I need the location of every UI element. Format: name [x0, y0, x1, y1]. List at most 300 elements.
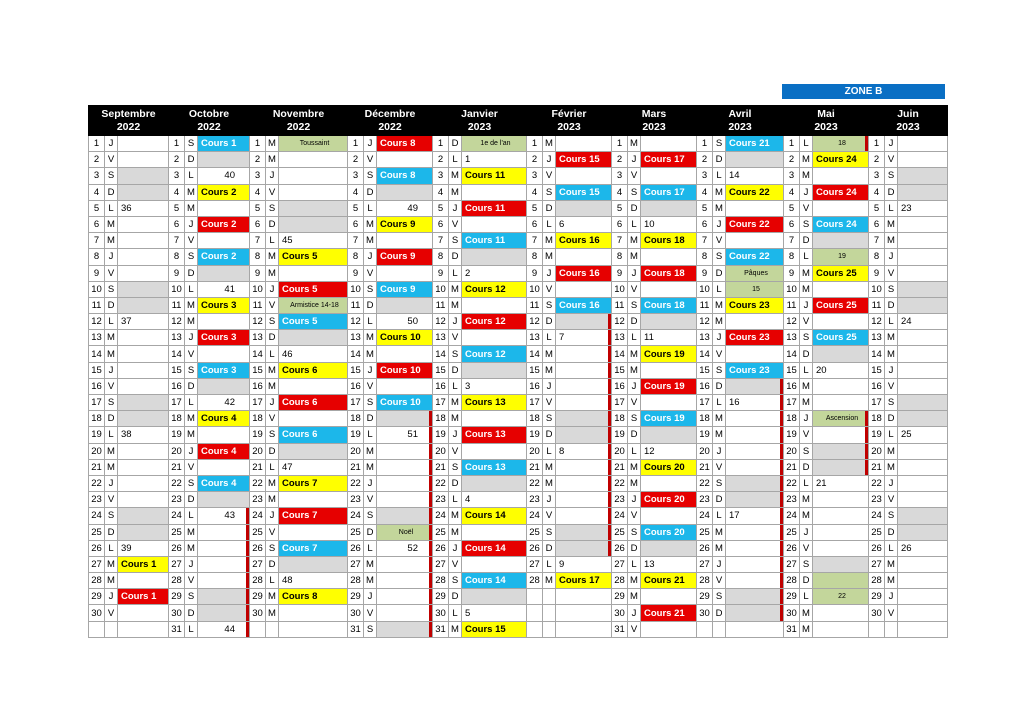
day-letter: D — [266, 443, 279, 459]
day-letter: L — [543, 330, 556, 346]
day-letter: S — [628, 411, 641, 427]
day-note: Cours 21 — [641, 605, 697, 621]
day-note: Cours 11 — [462, 200, 527, 216]
month-year: 2023 — [814, 120, 838, 133]
day-note — [556, 508, 612, 524]
day-note: 41 — [198, 281, 250, 297]
day-letter: D — [364, 297, 377, 313]
day-note: Cours 2 — [198, 184, 250, 200]
day-letter: V — [713, 346, 726, 362]
day-note: Cours 23 — [726, 362, 784, 378]
day-letter: D — [628, 200, 641, 216]
day-note — [556, 621, 612, 637]
day-letter: J — [185, 330, 198, 346]
day-letter: M — [713, 540, 726, 556]
day-note — [898, 216, 948, 232]
day-letter: M — [266, 605, 279, 621]
day-number: 26 — [697, 540, 713, 556]
day-note: 10 — [641, 216, 697, 232]
day-letter: J — [628, 378, 641, 394]
day-letter: S — [713, 249, 726, 265]
day-note — [898, 395, 948, 411]
day-number: 15 — [169, 362, 185, 378]
day-letter: L — [449, 492, 462, 508]
day-number: 23 — [784, 492, 800, 508]
day-letter: D — [628, 427, 641, 443]
day-number: 4 — [784, 184, 800, 200]
day-number: 7 — [250, 233, 266, 249]
day-note — [377, 297, 433, 313]
day-number: 11 — [348, 297, 364, 313]
day-note — [118, 475, 169, 491]
day-number: 3 — [697, 168, 713, 184]
day-letter: J — [885, 249, 898, 265]
day-letter: D — [449, 249, 462, 265]
day-letter: M — [800, 508, 813, 524]
day-number: 22 — [612, 475, 628, 491]
day-note — [198, 540, 250, 556]
day-letter: L — [800, 475, 813, 491]
calendar-row — [89, 573, 948, 589]
day-number: 26 — [527, 540, 543, 556]
day-note — [279, 605, 348, 621]
day-note — [556, 427, 612, 443]
day-number: 13 — [527, 330, 543, 346]
day-letter: D — [449, 589, 462, 605]
month-year: 2022 — [286, 120, 311, 133]
day-letter: V — [800, 427, 813, 443]
day-note — [641, 168, 697, 184]
day-number: 24 — [348, 508, 364, 524]
day-letter: V — [364, 378, 377, 394]
day-number: 12 — [250, 314, 266, 330]
day-note — [279, 265, 348, 281]
day-number: 30 — [697, 605, 713, 621]
day-note: Cours 23 — [726, 330, 784, 346]
day-number: 4 — [433, 184, 449, 200]
day-number: 12 — [697, 314, 713, 330]
month-header — [348, 106, 433, 136]
day-letter: M — [543, 573, 556, 589]
day-number: 17 — [612, 395, 628, 411]
day-number: 11 — [89, 297, 105, 313]
day-number: 10 — [697, 281, 713, 297]
day-number: 10 — [433, 281, 449, 297]
day-letter: M — [185, 314, 198, 330]
day-letter: D — [185, 152, 198, 168]
calendar-row — [89, 411, 948, 427]
day-note — [118, 136, 169, 152]
month-name: Octobre — [188, 107, 230, 120]
day-note: Cours 14 — [462, 573, 527, 589]
day-number: 27 — [784, 556, 800, 572]
day-letter: D — [713, 265, 726, 281]
day-note — [898, 136, 948, 152]
day-letter: V — [800, 314, 813, 330]
day-number: 29 — [89, 589, 105, 605]
day-note: Cours 1 — [198, 136, 250, 152]
day-letter: L — [800, 589, 813, 605]
day-number: 25 — [697, 524, 713, 540]
day-note — [118, 265, 169, 281]
day-note — [898, 233, 948, 249]
day-letter: L — [713, 508, 726, 524]
day-number: 30 — [612, 605, 628, 621]
day-letter: M — [185, 524, 198, 540]
day-letter: J — [449, 200, 462, 216]
day-note — [898, 362, 948, 378]
month-header — [169, 106, 250, 136]
day-number — [697, 621, 713, 637]
day-number: 2 — [697, 152, 713, 168]
day-note — [462, 556, 527, 572]
day-letter: J — [364, 362, 377, 378]
day-letter: S — [800, 443, 813, 459]
day-letter: J — [713, 330, 726, 346]
day-note: Cours 11 — [462, 168, 527, 184]
day-note — [462, 589, 527, 605]
day-number: 17 — [784, 395, 800, 411]
day-note — [118, 233, 169, 249]
day-note — [556, 249, 612, 265]
day-note — [813, 168, 869, 184]
day-number: 24 — [433, 508, 449, 524]
day-note: Armistice 14-18 — [279, 297, 348, 313]
day-note — [118, 346, 169, 362]
calendar-row — [89, 200, 948, 216]
day-note — [198, 556, 250, 572]
day-note — [726, 475, 784, 491]
day-note — [377, 556, 433, 572]
calendar-row — [89, 233, 948, 249]
day-note: 38 — [118, 427, 169, 443]
day-note: Cours 14 — [462, 508, 527, 524]
day-letter: J — [185, 443, 198, 459]
day-letter: J — [266, 281, 279, 297]
day-letter: D — [449, 475, 462, 491]
day-note — [641, 427, 697, 443]
day-note — [118, 249, 169, 265]
day-note — [556, 492, 612, 508]
day-letter: M — [266, 475, 279, 491]
day-number: 18 — [527, 411, 543, 427]
day-number: 8 — [250, 249, 266, 265]
day-note — [641, 314, 697, 330]
day-letter: M — [800, 492, 813, 508]
day-number — [250, 621, 266, 637]
day-number: 20 — [612, 443, 628, 459]
day-note — [813, 573, 869, 589]
day-note — [198, 573, 250, 589]
month-header-row — [89, 106, 948, 136]
calendar-row — [89, 524, 948, 540]
day-number: 22 — [869, 475, 885, 491]
day-letter: V — [885, 492, 898, 508]
day-number: 12 — [169, 314, 185, 330]
day-note — [726, 411, 784, 427]
day-number: 25 — [433, 524, 449, 540]
day-note — [118, 508, 169, 524]
day-note — [641, 589, 697, 605]
day-letter: V — [266, 297, 279, 313]
day-letter: L — [885, 200, 898, 216]
day-note: 2 — [462, 265, 527, 281]
day-letter: D — [713, 378, 726, 394]
day-letter: M — [885, 573, 898, 589]
day-number: 12 — [89, 314, 105, 330]
day-note — [279, 152, 348, 168]
day-note — [641, 395, 697, 411]
day-number: 20 — [169, 443, 185, 459]
day-letter: S — [713, 589, 726, 605]
day-letter: J — [543, 492, 556, 508]
day-letter: S — [364, 281, 377, 297]
day-note — [118, 297, 169, 313]
day-letter: M — [185, 297, 198, 313]
month-year: 2022 — [116, 120, 141, 133]
day-note: Cours 1 — [118, 556, 169, 572]
day-number: 3 — [250, 168, 266, 184]
day-note — [813, 621, 869, 637]
day-letter: L — [364, 540, 377, 556]
day-note: Cours 24 — [813, 152, 869, 168]
day-number: 5 — [250, 200, 266, 216]
day-number: 5 — [433, 200, 449, 216]
day-number: 17 — [169, 395, 185, 411]
day-letter: S — [185, 136, 198, 152]
day-number: 23 — [869, 492, 885, 508]
day-number: 19 — [527, 427, 543, 443]
day-note — [898, 346, 948, 362]
day-letter: M — [800, 281, 813, 297]
day-note: 37 — [118, 314, 169, 330]
day-number: 24 — [784, 508, 800, 524]
day-number: 12 — [348, 314, 364, 330]
day-number: 16 — [250, 378, 266, 394]
month-year: 2023 — [467, 120, 492, 133]
day-number: 4 — [250, 184, 266, 200]
day-note — [462, 184, 527, 200]
day-number: 19 — [348, 427, 364, 443]
day-note: 14 — [726, 168, 784, 184]
day-letter: D — [800, 459, 813, 475]
day-letter: V — [105, 605, 118, 621]
calendar-row — [89, 459, 948, 475]
day-number: 23 — [169, 492, 185, 508]
day-letter: L — [105, 540, 118, 556]
day-number: 10 — [527, 281, 543, 297]
day-letter: V — [449, 443, 462, 459]
day-number: 5 — [784, 200, 800, 216]
day-number: 2 — [250, 152, 266, 168]
day-letter: L — [185, 281, 198, 297]
day-letter: V — [105, 492, 118, 508]
day-number: 6 — [250, 216, 266, 232]
day-note: Cours 13 — [462, 395, 527, 411]
day-letter: M — [885, 330, 898, 346]
day-letter: L — [266, 233, 279, 249]
day-note: Cours 3 — [198, 297, 250, 313]
day-note: Cours 21 — [641, 573, 697, 589]
day-note — [898, 411, 948, 427]
day-letter: J — [543, 265, 556, 281]
calendar-row — [89, 297, 948, 313]
day-note — [198, 605, 250, 621]
day-number: 23 — [89, 492, 105, 508]
day-letter: S — [364, 621, 377, 637]
day-note — [898, 508, 948, 524]
day-number: 27 — [169, 556, 185, 572]
day-letter: M — [266, 492, 279, 508]
day-letter: D — [543, 540, 556, 556]
day-number: 24 — [869, 508, 885, 524]
day-note: Cours 20 — [641, 524, 697, 540]
day-number: 13 — [612, 330, 628, 346]
day-note: 11 — [641, 330, 697, 346]
day-letter: M — [800, 621, 813, 637]
day-letter: V — [449, 330, 462, 346]
day-number: 21 — [250, 459, 266, 475]
day-note: 48 — [279, 573, 348, 589]
day-note: Cours 23 — [726, 297, 784, 313]
day-number: 2 — [612, 152, 628, 168]
month-name: Janvier — [461, 107, 498, 120]
day-letter: J — [628, 265, 641, 281]
day-letter: J — [713, 216, 726, 232]
day-letter: J — [885, 362, 898, 378]
day-letter: L — [449, 152, 462, 168]
calendar-row — [89, 378, 948, 394]
day-number: 16 — [348, 378, 364, 394]
day-note — [813, 556, 869, 572]
day-note — [726, 459, 784, 475]
day-letter: S — [105, 168, 118, 184]
calendar-row — [89, 249, 948, 265]
day-note: 16 — [726, 395, 784, 411]
day-number: 29 — [784, 589, 800, 605]
month-year: 2022 — [197, 120, 221, 133]
day-letter: M — [628, 362, 641, 378]
day-note — [813, 346, 869, 362]
day-letter: M — [543, 459, 556, 475]
day-letter: M — [105, 573, 118, 589]
day-note — [726, 492, 784, 508]
day-letter: D — [364, 184, 377, 200]
day-number: 3 — [869, 168, 885, 184]
day-letter: J — [713, 556, 726, 572]
day-note — [198, 427, 250, 443]
day-note — [898, 297, 948, 313]
day-letter: L — [364, 427, 377, 443]
day-letter: M — [266, 249, 279, 265]
day-note: 52 — [377, 540, 433, 556]
day-note — [726, 573, 784, 589]
day-number: 13 — [433, 330, 449, 346]
day-letter: S — [543, 297, 556, 313]
day-number: 9 — [89, 265, 105, 281]
day-number: 9 — [612, 265, 628, 281]
day-number: 6 — [527, 216, 543, 232]
day-number: 22 — [784, 475, 800, 491]
day-note — [462, 216, 527, 232]
day-number: 29 — [433, 589, 449, 605]
day-number: 27 — [612, 556, 628, 572]
day-note: Cours 4 — [198, 411, 250, 427]
day-letter: D — [364, 411, 377, 427]
calendar-row — [89, 216, 948, 232]
day-note — [556, 346, 612, 362]
day-note — [556, 524, 612, 540]
day-number: 9 — [433, 265, 449, 281]
day-letter: M — [449, 168, 462, 184]
day-note: Cours 16 — [556, 233, 612, 249]
day-number: 21 — [612, 459, 628, 475]
calendar-row — [89, 427, 948, 443]
day-number: 6 — [433, 216, 449, 232]
day-note: Cours 25 — [813, 265, 869, 281]
day-letter: J — [628, 492, 641, 508]
day-note: 40 — [198, 168, 250, 184]
day-note — [462, 297, 527, 313]
day-letter: M — [364, 330, 377, 346]
day-letter: M — [185, 184, 198, 200]
month-year: 2023 — [557, 120, 581, 133]
day-number: 8 — [869, 249, 885, 265]
day-letter: M — [628, 589, 641, 605]
day-letter: S — [628, 524, 641, 540]
day-letter: D — [628, 314, 641, 330]
day-letter: L — [105, 427, 118, 443]
day-letter: D — [449, 362, 462, 378]
day-letter: J — [105, 589, 118, 605]
day-number: 30 — [784, 605, 800, 621]
day-note: 7 — [556, 330, 612, 346]
day-letter: S — [543, 524, 556, 540]
day-number: 16 — [784, 378, 800, 394]
day-letter: M — [449, 621, 462, 637]
day-letter: M — [713, 314, 726, 330]
day-number: 22 — [527, 475, 543, 491]
day-letter: J — [105, 136, 118, 152]
day-note: 4 — [462, 492, 527, 508]
day-note — [813, 233, 869, 249]
calendar-table — [88, 105, 948, 638]
day-note — [198, 314, 250, 330]
month-header — [527, 106, 612, 136]
day-note: Cours 17 — [556, 573, 612, 589]
day-note — [279, 411, 348, 427]
day-note — [118, 605, 169, 621]
day-letter: M — [800, 605, 813, 621]
day-letter: M — [885, 216, 898, 232]
day-number: 21 — [169, 459, 185, 475]
day-number: 17 — [697, 395, 713, 411]
day-letter: M — [449, 184, 462, 200]
day-note — [726, 233, 784, 249]
day-letter: J — [105, 249, 118, 265]
day-note: Cours 5 — [279, 281, 348, 297]
day-number: 24 — [169, 508, 185, 524]
day-number: 27 — [89, 556, 105, 572]
day-note — [726, 540, 784, 556]
day-number: 14 — [869, 346, 885, 362]
day-number: 5 — [697, 200, 713, 216]
day-note: Cours 5 — [279, 314, 348, 330]
day-letter: L — [105, 200, 118, 216]
day-letter: M — [266, 265, 279, 281]
day-note: 20 — [813, 362, 869, 378]
day-number: 5 — [169, 200, 185, 216]
